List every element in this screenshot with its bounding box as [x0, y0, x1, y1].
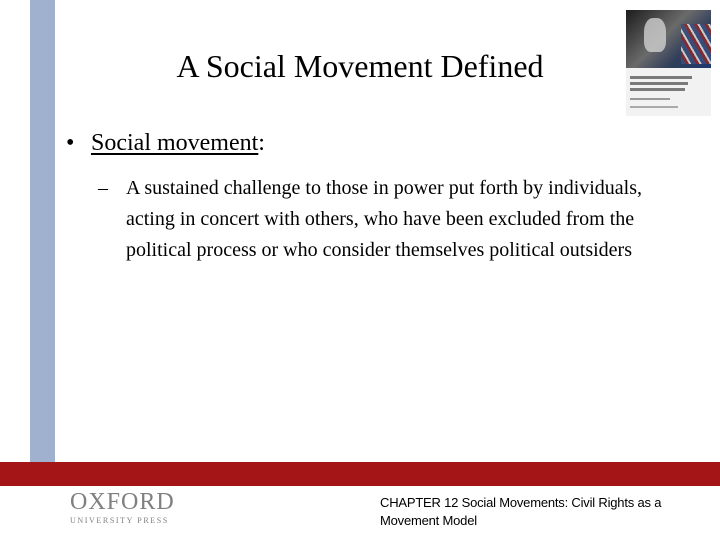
logo-main-text: OXFORD	[70, 489, 175, 515]
bullet-colon: :	[258, 130, 265, 156]
sub-bullet-dash: –	[98, 177, 108, 199]
bullet-term: Social movement	[91, 130, 259, 156]
chapter-caption: CHAPTER 12 Social Movements: Civil Rights as a Movement Model	[380, 495, 662, 528]
raised-hand-icon	[644, 18, 666, 52]
logo-sub-text: UNIVERSITY PRESS	[70, 516, 169, 525]
slide-title: A Social Movement Defined	[176, 48, 544, 84]
flag-icon	[681, 24, 711, 64]
bottom-accent-bar	[0, 462, 720, 486]
book-cover-image	[626, 10, 711, 116]
left-accent-bar	[30, 0, 55, 462]
bullet-text	[91, 130, 265, 157]
book-cover-photo	[626, 10, 711, 68]
definition-text: A sustained challenge to those in power put forth by individuals, acting in concert with others, who have been excluded from the political process or who consider themselves political outsiders	[126, 177, 643, 261]
sub-bullet-item	[98, 173, 686, 266]
oxford-logo	[70, 490, 180, 525]
book-cover-text-area	[626, 68, 711, 116]
bullet-dot: •	[66, 130, 75, 156]
